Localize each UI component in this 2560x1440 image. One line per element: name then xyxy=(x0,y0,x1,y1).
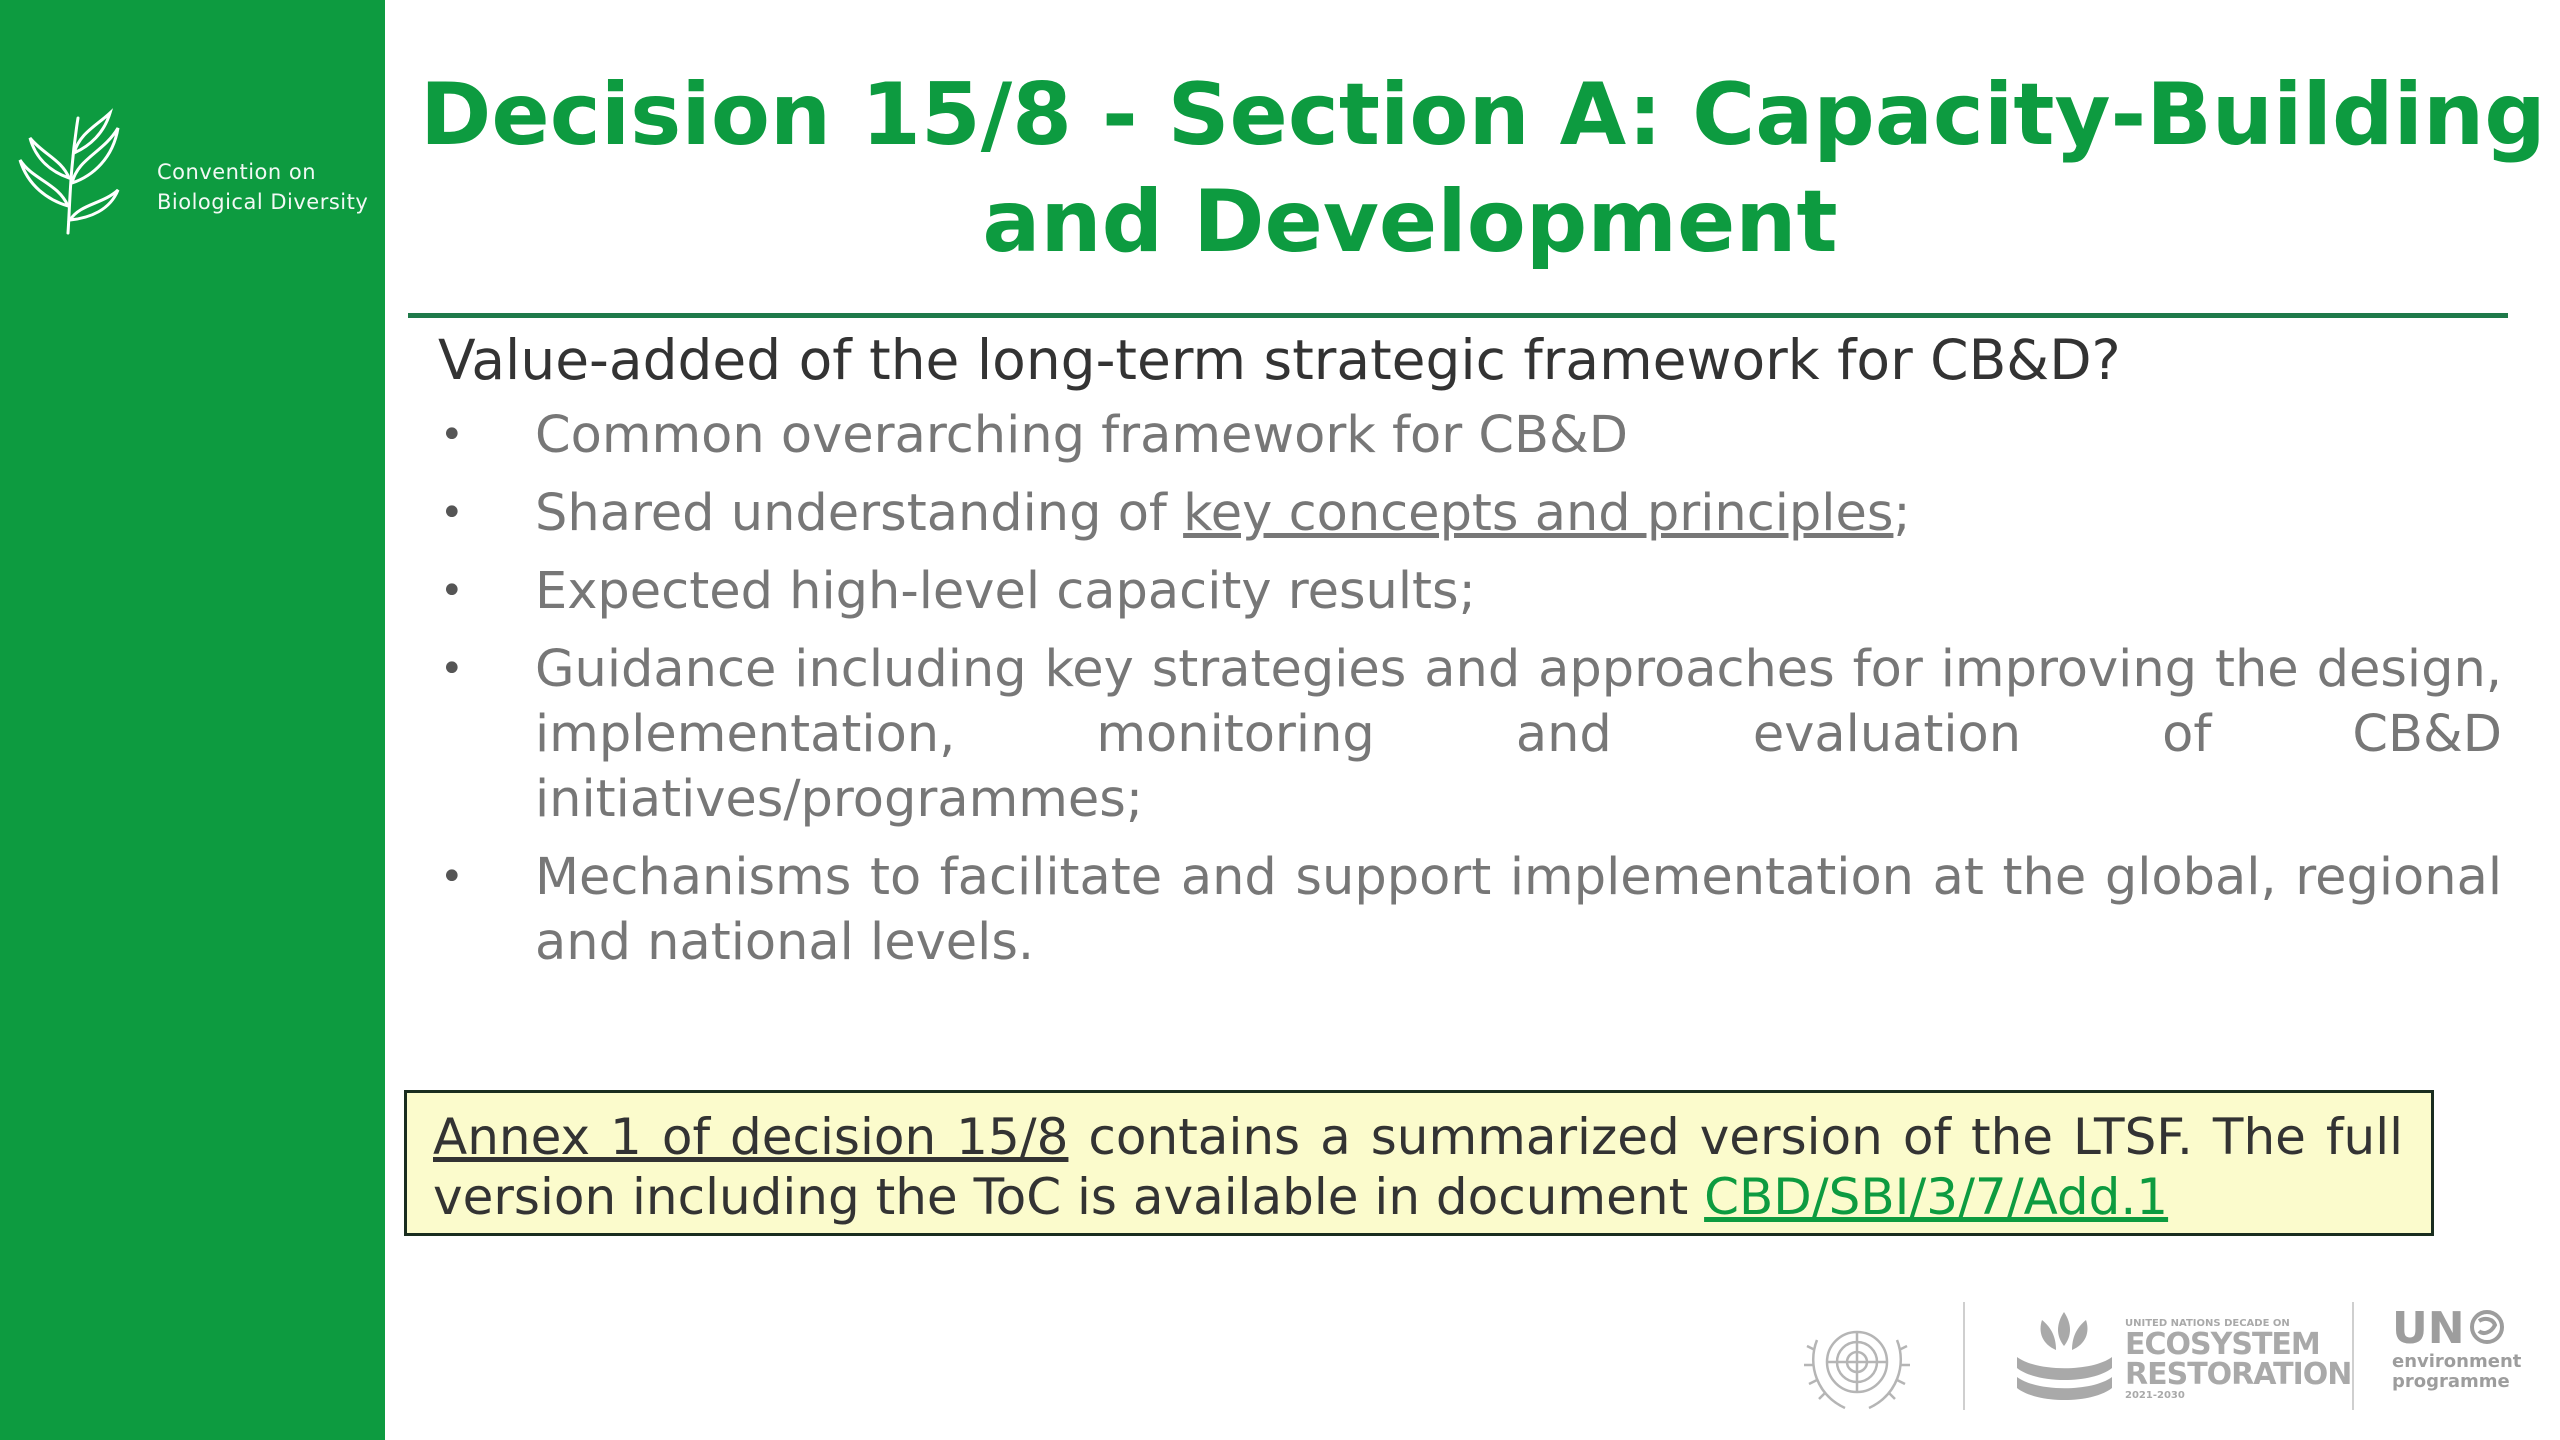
bullet-glyph: • xyxy=(440,412,464,458)
title-line-1: Decision 15/8 - Section A: Capacity-Building xyxy=(420,65,2546,165)
bullet-item xyxy=(430,403,2502,468)
bullet-glyph: • xyxy=(440,854,464,900)
eco-years: 2021-2030 xyxy=(2125,1390,2185,1401)
bullet-item xyxy=(430,637,2502,832)
annex-decision-link[interactable]: Annex 1 of decision 15/8 xyxy=(433,1108,1069,1166)
note-line-1 xyxy=(433,1107,2403,1167)
bullet-text: Guidance including key strategies and approaches for improving the design, implementation, monitoring and evaluation of CB&D initiatives/programmes; xyxy=(535,640,2502,829)
unep-un-text: UN xyxy=(2392,1303,2465,1354)
bullet-item xyxy=(430,559,2502,624)
slide-title xyxy=(420,62,2546,276)
note-line-2 xyxy=(433,1167,2403,1227)
bullet-glyph: • xyxy=(440,646,464,692)
bullet-item xyxy=(430,481,2502,546)
bullet-text: Mechanisms to facilitate and support implementation at the global, regional and national levels. xyxy=(535,848,2502,972)
sidebar xyxy=(0,0,385,1440)
ecosystem-restoration-wordmark xyxy=(2125,1318,2351,1402)
bullet-text: Expected high-level capacity results; xyxy=(535,562,1476,621)
note-text-1: contains a summarized version of the LTSF. The full xyxy=(1068,1108,2403,1166)
bullet-item xyxy=(430,845,2502,975)
unep-un xyxy=(2392,1303,2521,1354)
bullet-text: Common overarching framework for CB&D xyxy=(535,406,1629,465)
eco-line-1: ECOSYSTEM xyxy=(2125,1327,2320,1362)
eco-small: UNITED NATIONS DECADE ON xyxy=(2125,1318,2290,1329)
logo-separator xyxy=(1963,1302,1965,1410)
unep-globe-icon xyxy=(2467,1307,2507,1347)
unep-wordmark xyxy=(2392,1303,2522,1392)
bullet-list xyxy=(430,403,2502,988)
unep-line-1: environment xyxy=(2392,1351,2522,1372)
logo-separator xyxy=(2352,1302,2354,1410)
bullet-glyph: • xyxy=(440,568,464,614)
title-divider xyxy=(408,313,2508,318)
slide-subtitle: Value-added of the long-term strategic framework for CB&D? xyxy=(438,328,2121,392)
footer-logos xyxy=(1780,1290,2540,1420)
logo-line-2: Biological Diversity xyxy=(157,190,369,214)
unep-line-2: programme xyxy=(2392,1371,2510,1392)
bullet-text-prefix: Shared understanding of xyxy=(535,484,1184,543)
cbd-logo-text xyxy=(157,157,368,217)
ecosystem-restoration-icon xyxy=(2012,1302,2117,1412)
leaf-sprig-icon xyxy=(18,108,128,238)
un-emblem-icon xyxy=(1795,1310,1920,1420)
document-link[interactable]: CBD/SBI/3/7/Add.1 xyxy=(1704,1168,2169,1226)
bullet-glyph: • xyxy=(440,490,464,536)
note-text-2: version including the ToC is available in document xyxy=(433,1168,1705,1226)
note-box xyxy=(404,1090,2434,1236)
bullet-text-suffix: ; xyxy=(1893,484,1911,543)
title-line-2: and Development xyxy=(982,172,1838,272)
eco-line-2: RESTORATION xyxy=(2125,1357,2352,1392)
logo-line-1: Convention on xyxy=(157,160,317,184)
key-concepts-link[interactable]: key concepts and principles xyxy=(1183,484,1894,543)
